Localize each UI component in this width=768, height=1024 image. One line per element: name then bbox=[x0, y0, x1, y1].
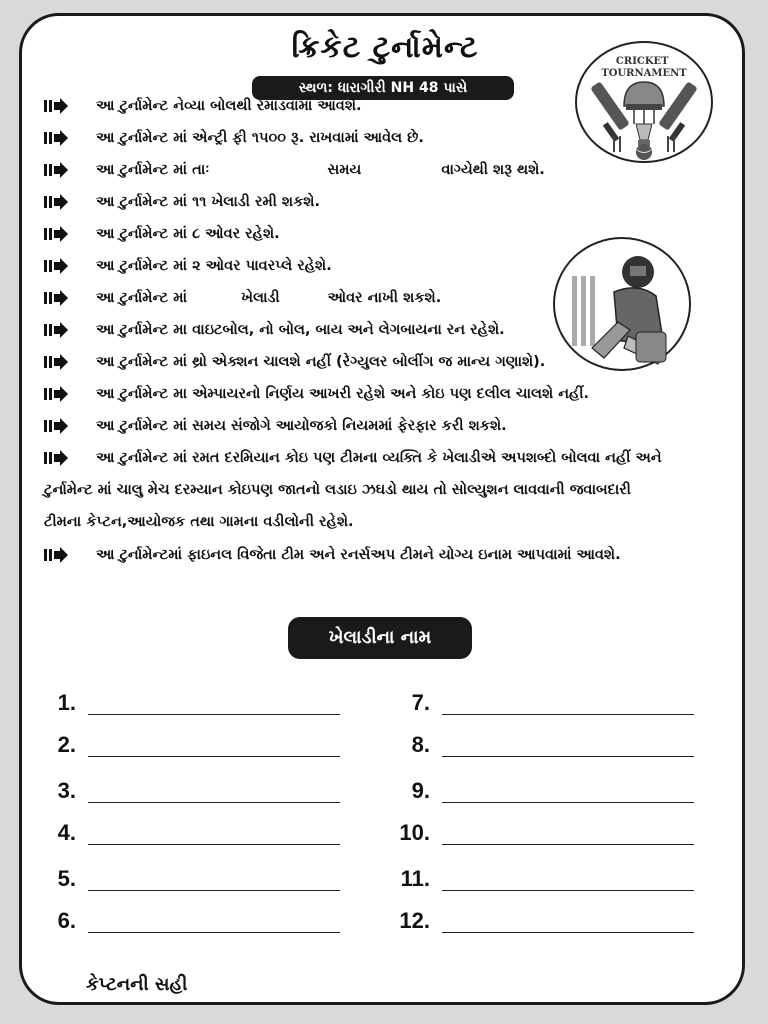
player-name-line[interactable] bbox=[442, 844, 694, 845]
player-number: 10. bbox=[399, 820, 430, 845]
arrow-bullet-icon bbox=[44, 194, 68, 210]
logo-text-line1: CRICKET bbox=[615, 56, 669, 67]
batsman-illustration bbox=[552, 236, 692, 372]
arrow-bullet-icon bbox=[44, 290, 68, 306]
player-slot[interactable] bbox=[376, 820, 706, 852]
rule-text bbox=[96, 154, 545, 186]
arrow-bullet-icon bbox=[44, 98, 68, 114]
player-slot[interactable] bbox=[376, 732, 706, 764]
cricket-ball-icon bbox=[636, 144, 652, 160]
arrow-bullet-icon bbox=[44, 450, 68, 466]
rule-text bbox=[96, 378, 589, 410]
player-name-line[interactable] bbox=[88, 932, 340, 933]
rule-text-span: આ ટુર્નામેન્ટ મા એમ્પાયરનો નિર્ણય આખરી રહેશે અને કોઇ પણ દલીલ ચાલશે નહીં. bbox=[96, 386, 590, 402]
arrow-bullet-icon bbox=[44, 547, 68, 563]
rule-text bbox=[96, 250, 332, 282]
rule-text bbox=[96, 218, 280, 250]
rule-text bbox=[96, 90, 362, 122]
arrow-bullet-icon bbox=[44, 322, 68, 338]
player-slot[interactable] bbox=[376, 866, 706, 898]
player-name-line[interactable] bbox=[442, 802, 694, 803]
arrow-bullet-icon bbox=[44, 130, 68, 146]
rule-text-line: આ ટુર્નામેન્ટ માં રમત દરમિયાન કોઇ પણ ટીમના વ્યક્તિ કે ખેલાડીએ અપશબ્દો બોલવા નહીં અને bbox=[96, 450, 662, 466]
arrow-bullet-icon bbox=[44, 226, 68, 242]
arrow-bullet-icon bbox=[44, 258, 68, 274]
player-slot[interactable] bbox=[22, 732, 352, 764]
players-heading: ખેલાડીના નામ bbox=[288, 617, 472, 659]
rule-text-part: ઓવર નાખી શકશે. bbox=[327, 290, 442, 306]
player-name-line[interactable] bbox=[442, 714, 694, 715]
player-number: 1. bbox=[57, 690, 76, 715]
rule-text-span: આ ટુર્નામેન્ટ નેવ્યા બોલથી રમાડવામાં આવશે. bbox=[96, 98, 362, 114]
rule-text-part: વાગ્યેથી શરૂ થશે. bbox=[441, 162, 545, 178]
player-slot[interactable] bbox=[22, 778, 352, 810]
player-number: 8. bbox=[411, 732, 430, 757]
player-name-line[interactable] bbox=[88, 802, 340, 803]
player-name-line[interactable] bbox=[88, 890, 340, 891]
tournament-sheet bbox=[19, 13, 745, 1005]
rule-text bbox=[44, 442, 756, 538]
player-name-line[interactable] bbox=[442, 756, 694, 757]
player-slot[interactable] bbox=[376, 778, 706, 810]
rule-text-span: આ ટુર્નામેન્ટ માં એન્ટ્રી ફી ૧૫૦૦ રૂ. રાખવામાં આવેલ છે. bbox=[96, 130, 424, 146]
rule-text-part: ખેલાડી bbox=[241, 290, 280, 306]
rule-text bbox=[96, 346, 545, 378]
rule-text-span: આ ટુર્નામેન્ટ માં થ્રો એક્શન ચાલશે નહીં (રેગ્યુલર બોલીંગ જ માન્ય ગણાશે). bbox=[96, 354, 546, 370]
arrow-bullet-icon bbox=[44, 354, 68, 370]
player-number: 6. bbox=[57, 908, 76, 933]
player-number: 3. bbox=[57, 778, 76, 803]
rule-text-span: આ ટુર્નામેન્ટ મા વાઇટબોલ, નો બોલ, બાય અને લેગબાયના રન રહેશે. bbox=[96, 322, 505, 338]
rule-text bbox=[96, 539, 621, 571]
cricket-tournament-logo bbox=[574, 40, 714, 164]
rule-text-line: ટીમના કેપ્ટન,આયોજક તથા ગામના વડીલોની રહેશે. bbox=[44, 514, 354, 530]
player-slot[interactable] bbox=[376, 908, 706, 940]
player-slot[interactable] bbox=[22, 690, 352, 722]
venue-badge: સ્થળ: ધારાગીરી NH 48 પાસે bbox=[252, 76, 514, 100]
player-name-line[interactable] bbox=[442, 890, 694, 891]
rule-text-span: આ ટુર્નામેન્ટમાં ફાઇનલ વિજેતા ટીમ અને રનર્સઅપ ટીમને યોગ્ય ઇનામ આપવામાં આવશે. bbox=[96, 547, 621, 563]
player-number: 12. bbox=[399, 908, 430, 933]
player-slot[interactable] bbox=[376, 690, 706, 722]
rule-text-part: આ ટુર્નામેન્ટ માં તાઃ bbox=[96, 162, 210, 178]
player-number: 4. bbox=[57, 820, 76, 845]
player-number: 11. bbox=[400, 866, 430, 891]
logo-text-line2: TOURNAMENT bbox=[601, 68, 687, 79]
player-name-line[interactable] bbox=[88, 714, 340, 715]
player-slot[interactable] bbox=[22, 820, 352, 852]
player-name-line[interactable] bbox=[442, 932, 694, 933]
player-number: 2. bbox=[57, 732, 76, 757]
rule-text-part: આ ટુર્નામેન્ટ માં bbox=[96, 290, 188, 306]
rule-text-span: આ ટુર્નામેન્ટ માં ૮ ઓવર રહેશે. bbox=[96, 226, 280, 242]
player-number: 9. bbox=[411, 778, 430, 803]
player-number: 5. bbox=[57, 866, 76, 891]
arrow-bullet-icon bbox=[44, 418, 68, 434]
player-number: 7. bbox=[411, 690, 430, 715]
rule-text-part: સમય bbox=[327, 162, 362, 178]
rule-text bbox=[96, 186, 320, 218]
player-name-line[interactable] bbox=[88, 844, 340, 845]
rule-text-span: આ ટુર્નામેન્ટ માં સમય સંજોગે આયોજકો નિયમમાં ફેરફાર કરી શકશે. bbox=[96, 418, 507, 434]
rule-text bbox=[96, 282, 441, 314]
rule-text bbox=[96, 410, 507, 442]
player-name-line[interactable] bbox=[88, 756, 340, 757]
arrow-bullet-icon bbox=[44, 386, 68, 402]
player-slot[interactable] bbox=[22, 908, 352, 940]
rule-text-span: આ ટુર્નામેન્ટ માં ૧૧ ખેલાડી રમી શકશે. bbox=[96, 194, 320, 210]
rule-text-span: આ ટુર્નામેન્ટ માં ૨ ઓવર પાવરપ્લે રહેશે. bbox=[96, 258, 332, 274]
page-title: ક્રિકેટ ટુર્નામેન્ટ bbox=[291, 30, 479, 65]
player-slot[interactable] bbox=[22, 866, 352, 898]
trophy-icon bbox=[636, 124, 652, 146]
captain-signature-label: કેપ્ટનની સહી bbox=[86, 974, 188, 995]
rule-text-line: ટુર્નામેન્ટ માં ચાલુ મેચ દરમ્યાન કોઇપણ જાતનો લડાઇ ઝઘડો થાય તો સોલ્યુશન લાવવાની જવાબદારી bbox=[44, 482, 631, 498]
arrow-bullet-icon bbox=[44, 162, 68, 178]
rule-text bbox=[96, 122, 424, 154]
rule-text bbox=[96, 314, 505, 346]
